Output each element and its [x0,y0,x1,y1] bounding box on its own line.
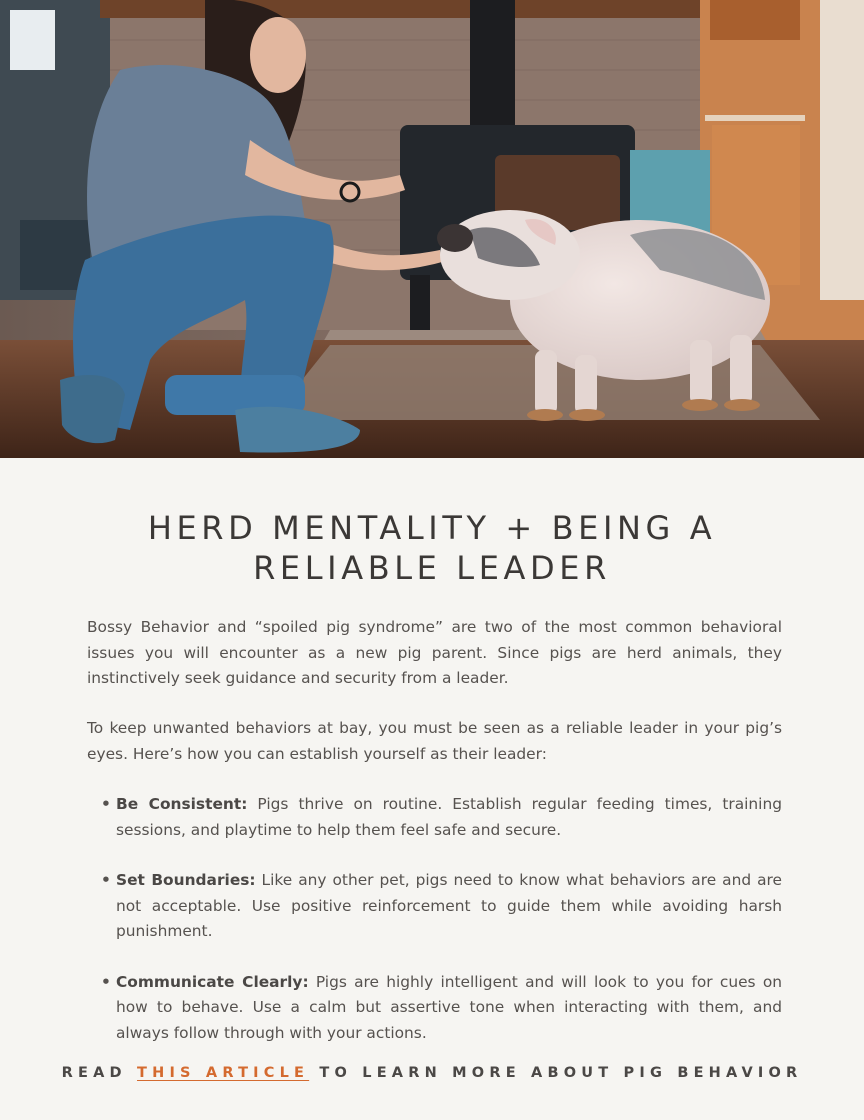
cta-suffix: TO LEARN MORE ABOUT PIG BEHAVIOR [309,1065,803,1081]
tip-text: Pigs thrive on routine. Establish regular feeding times, training sessions, and playtime to help them feel safe and secure. [116,795,782,839]
bullet-marker: • [101,795,111,813]
list-item [87,792,782,843]
title-line-2: RELIABLE LEADER [253,549,611,587]
intro-paragraph: Bossy Behavior and “spoiled pig syndrome” are two of the most common behavioral issues you will encounter as a new pig parent. Since pigs are herd animals, they instinctively seek guidance and security from a leader. [87,618,782,687]
bullet-marker: • [101,972,111,991]
woman-feeding-pig-photo [0,0,864,458]
list-item [87,868,782,945]
bullet-marker: • [101,871,111,889]
page-title [0,508,864,588]
tip-heading: Set Boundaries: [116,871,256,889]
tip-text: Pigs are highly intelligent and will look to you for cues on how to behave. Use a calm but assertive tone when interacting with them, and always follow through with your actions. [116,972,782,1042]
title-line-1: HERD MENTALITY + BEING A [147,509,717,547]
tip-heading: Communicate Clearly: [116,972,309,991]
leader-paragraph: To keep unwanted behaviors at bay, you must be seen as a reliable leader in your pig’s eyes. Here’s how you can establish yourself as their leader: [87,719,782,763]
tips-list [87,792,782,1071]
list-item [87,970,782,1047]
cta-prefix: READ [61,1065,138,1081]
article-link[interactable]: THIS ARTICLE [137,1065,310,1081]
hero-photo [0,0,864,458]
read-more-banner [0,1065,864,1081]
tip-text: Like any other pet, pigs need to know what behaviors are and are not acceptable. Use positive reinforcement to guide them while avoiding harsh punishment. [116,871,782,940]
article-body [0,458,864,1120]
tip-heading: Be Consistent: [116,795,248,813]
